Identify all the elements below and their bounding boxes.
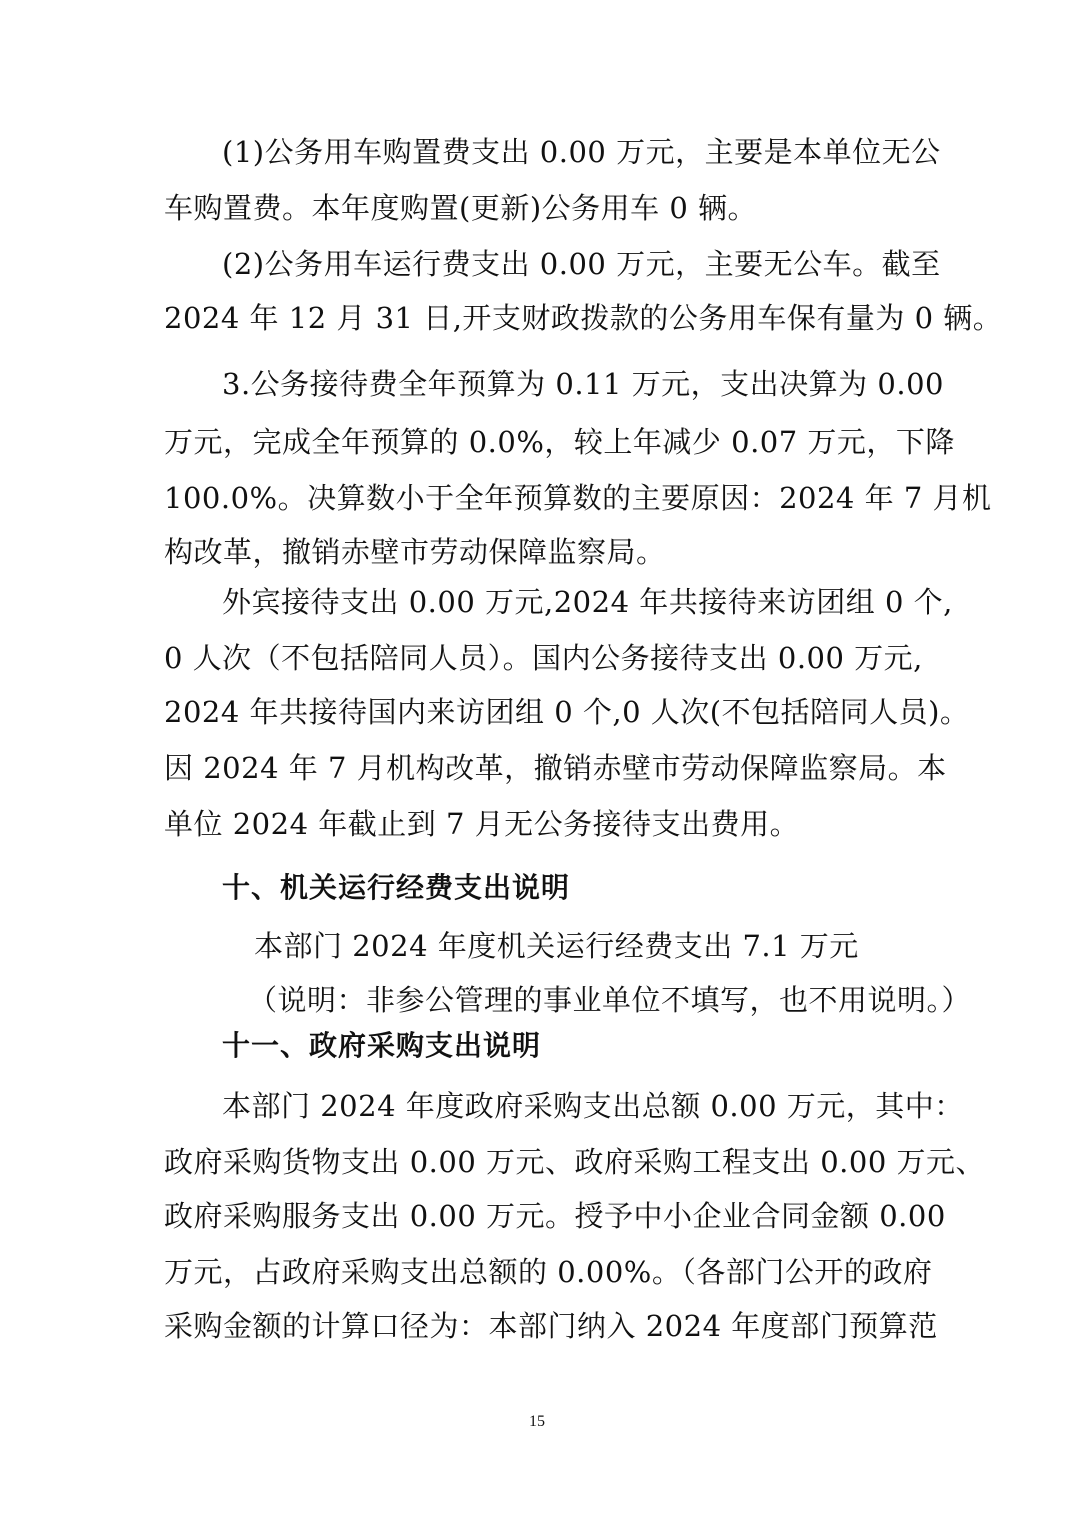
- paragraph-line: 单位 2024 年截止到 7 月无公务接待支出费用。: [164, 807, 800, 841]
- paragraph-line: 车购置费。本年度购置(更新)公务用车 0 辆。: [164, 191, 758, 225]
- paragraph-line: 政府采购货物支出 0.00 万元、政府采购工程支出 0.00 万元、: [164, 1145, 986, 1179]
- page-number: 15: [529, 1413, 545, 1430]
- paragraph-line: 3.公务接待费全年预算为 0.11 万元，支出决算为 0.00: [222, 367, 944, 401]
- paragraph-line: 100.0%。决算数小于全年预算数的主要原因：2024 年 7 月机: [164, 481, 992, 515]
- paragraph-line: 2024 年 12 月 31 日,开支财政拨款的公务用车保有量为 0 辆。: [164, 301, 1003, 335]
- paragraph-line: 构改革，撤销赤壁市劳动保障监察局。: [164, 535, 666, 569]
- paragraph-line: 万元，占政府采购支出总额的 0.00%。（各部门公开的政府: [164, 1255, 933, 1289]
- paragraph-line: 采购金额的计算口径为：本部门纳入 2024 年度部门预算范: [164, 1309, 938, 1343]
- paragraph-line: (1)公务用车购置费支出 0.00 万元，主要是本单位无公: [222, 135, 941, 169]
- paragraph-line: 0 人次（不包括陪同人员）。国内公务接待支出 0.00 万元,: [164, 641, 923, 675]
- paragraph-line: 外宾接待支出 0.00 万元,2024 年共接待来访团组 0 个,: [222, 585, 953, 619]
- section-heading-agency-operating-expenses: 十、机关运行经费支出说明: [222, 871, 571, 904]
- paragraph-line: 2024 年共接待国内来访团组 0 个,0 人次(不包括陪同人员)。: [164, 695, 970, 729]
- paragraph-line: 因 2024 年 7 月机构改革，撤销赤壁市劳动保障监察局。本: [164, 751, 947, 785]
- note-line: （说明：非参公管理的事业单位不填写，也不用说明。）: [248, 983, 972, 1017]
- paragraph-line: (2)公务用车运行费支出 0.00 万元，主要无公车。截至: [222, 247, 941, 281]
- paragraph-line: 万元，完成全年预算的 0.0%，较上年减少 0.07 万元，下降: [164, 425, 955, 459]
- paragraph-line: 本部门 2024 年度政府采购支出总额 0.00 万元，其中：: [222, 1089, 964, 1123]
- paragraph-line: 本部门 2024 年度机关运行经费支出 7.1 万元: [254, 929, 859, 963]
- section-heading-government-procurement: 十一、政府采购支出说明: [222, 1029, 542, 1062]
- paragraph-line: 政府采购服务支出 0.00 万元。授予中小企业合同金额 0.00: [164, 1199, 946, 1233]
